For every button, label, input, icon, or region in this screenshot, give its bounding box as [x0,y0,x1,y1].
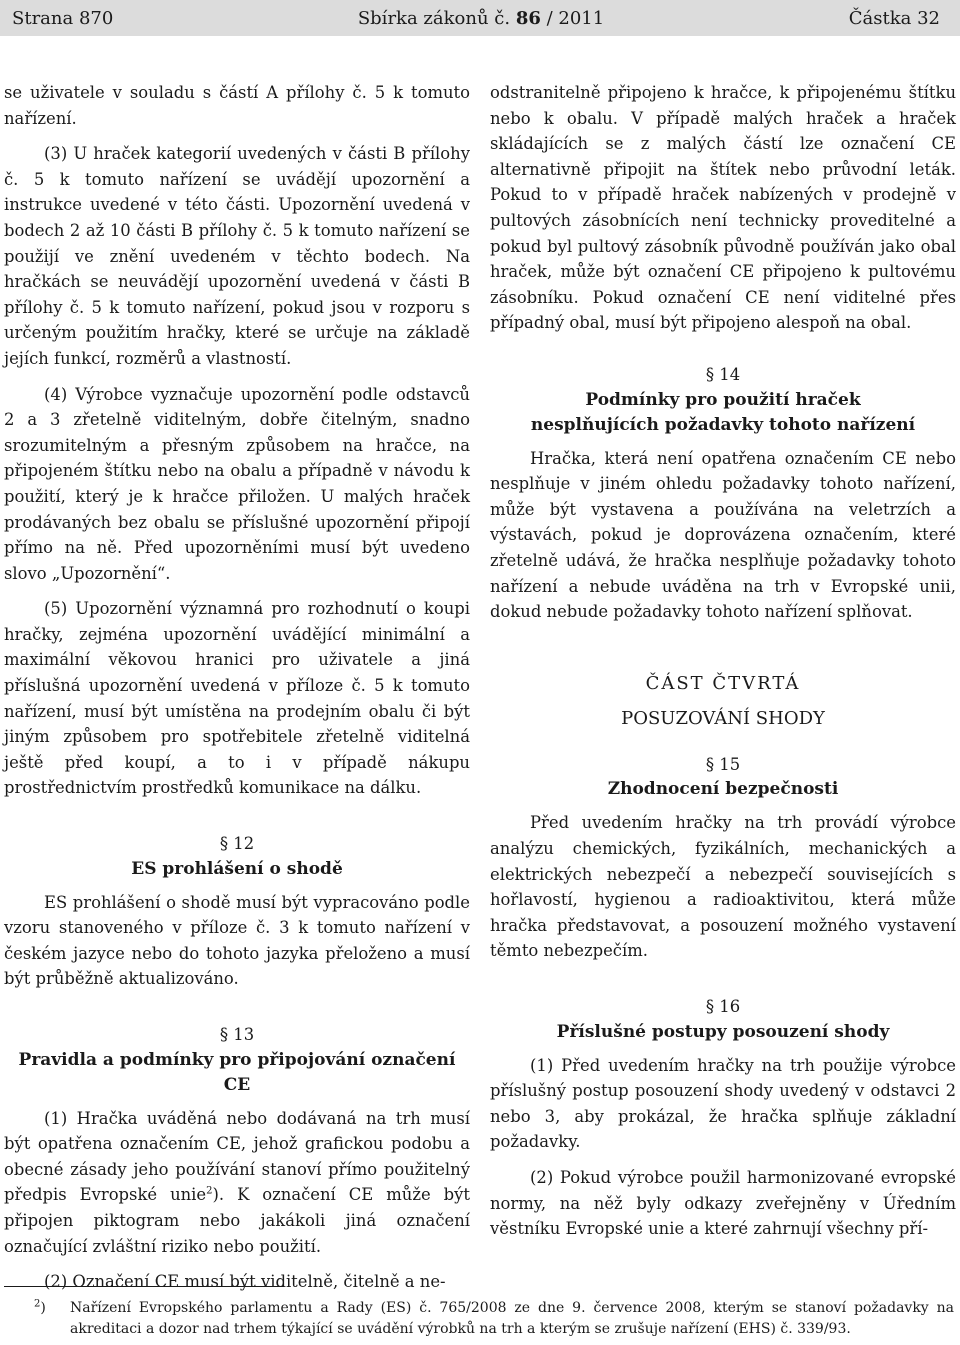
section-14-text: Hračka, která není opatřena označením CE nebo nesplňuje v jiném ohledu požadavky tohoto nařízení, může být vystavena a používána na veletrzích a výstavách, pokud je doprovázena označením, které zřetelně udává, že hračka nesplňuje požadavky tohoto nařízení a nebude uváděna na trh v Evropské unii, dokud nebude požadavky tohoto nařízení splňovat. [490,448,956,622]
section-title: ES prohlášení o shodě [131,858,343,879]
section-number: § 12 [219,834,255,854]
page-number: Strana 870 [12,7,114,29]
footnote-reference: 2 [206,1185,213,1197]
footnote [4,1298,954,1340]
paragraph-5: (5) Upozornění významná pro rozhodnutí o koupi hračky, zejména upozornění uvádějící minimální a maximální věkovou hranici pro uživatele a jiná příslušná upozornění uvedená v příloze č. 5 k tomuto nařízení, musí být umístěna na prodejním obalu či být jiným způsobem pro spotřebitele zřetelně viditelná ještě před koupí, a to i v případě nákupu prostřednictvím prostředků komunikace na dálku. [4,599,470,798]
section-13-paragraph-1: (1) Hračka uváděná nebo dodávaná na trh musí být opatřena označením CE, jehož grafickou podobu a obecné zásady jeho používání stanoví přímo použitelný předpis Evropské unie$^2$). K označení CE může být připojen piktogram nebo jakákoli jiná označení označující zvláštní riziko nebo použití. [4,1108,470,1256]
section-16-paragraph-1: (1) Před uvedením hračky na trh použije výrobce příslušný postup posouzení shody uvedený v odstavci 2 nebo 3, aby prokázal, že hračka splňuje základní požadavky. [490,1055,956,1152]
left-column [4,80,470,1295]
page-header [0,0,960,36]
section-13-heading [4,1022,470,1098]
paragraph-3: (3) U hraček kategorií uvedených v části B přílohy č. 5 k tomuto nařízení se uvádějí upozornění a instrukce uvedené v této části. Upozornění uvedená v bodech 2 až 10 části B přílohy č. 5 k tomuto nařízení se použijí ve znění uvedeném v těchto bodech. Na hračkách se neuvádějí upozornění uvedená v části B přílohy č. 5 k tomuto nařízení, pokud jsou v rozporu s určeným použitím hračky, které se určuje na základě jejích funkcí, rozměrů a vlastností. [4,144,470,368]
collection-number: 86 [515,7,541,29]
section-title: Příslušné postupy posouzení shody [556,1021,890,1042]
paragraph-continued: se uživatele v souladu s částí A přílohy č. 5 k tomuto nařízení. [4,83,470,128]
part-title: POSUZOVÁNÍ SHODY [621,708,825,730]
footnote-mark: $^2$) [34,1298,46,1316]
right-column [490,80,956,1242]
section-16-heading [490,994,956,1045]
section-12-heading [4,831,470,882]
part-number: Částka 32 [848,7,940,29]
section-number: § 16 [705,997,741,1017]
footnote-divider [4,1286,284,1287]
footnote-text: Nařízení Evropského parlamentu a Rady (ES) č. 765/2008 ze dne 9. července 2008, kterým se stanoví požadavky na akreditaci a dozor nad trhem týkající se uvádění výrobků na trh a kterým se zrušuje nařízení (EHS) č. 339/93. [70,1300,954,1337]
section-number: § 14 [705,364,741,384]
section-title: Podmínky pro použití hraček nesplňujících požadavky tohoto nařízení [530,389,916,435]
collection-year: / 2011 [546,7,605,29]
section-title: Pravidla a podmínky pro připojování označení CE [18,1049,456,1095]
section-16-paragraph-2: (2) Pokud výrobce použil harmonizované evropské normy, na něž byly odkazy zveřejněny v Úředním věstníku Evropské unie a které zahrnují všechny pří- [490,1168,956,1239]
paragraph-continued: odstranitelně připojeno k hračce, k připojenému štítku nebo k obalu. V případě malých hraček a hraček skládajících se z malých částí lze označení CE alternativně připojit na štítek nebo průvodní leták. Pokud to v případě hraček nabízených v prodejně v pultových zásobnících není technicky proveditelné a pokud byl pultový zásobník původně používán jako obal hraček, může být označení CE připojeno k pultovému zásobníku. Pokud označení CE není viditelné přes případný obal, musí být připojeno alespoň na obal. [490,83,956,333]
section-title: Zhodnocení bezpečnosti [607,779,839,800]
section-13-paragraph-2: (2) Označení CE musí být viditelně, čitelně a ne- [44,1272,446,1292]
section-15-text: Před uvedením hračky na trh provádí výrobce analýzu chemických, fyzikálních, mechanických a elektrických nebezpečí a nebezpečí souvisejících s hořlavostí, hygienou a radioaktivitou, která může hračka představovat, a posouzení možného vystavení těmto nebezpečím. [490,813,956,961]
part-label: ČÁST ČTVRTÁ [645,672,801,694]
section-14-heading [490,362,956,438]
section-15-heading [490,752,956,803]
collection-title: Sbírka zákonů č. 86 / 2011 [357,7,605,29]
section-12-text: ES prohlášení o shodě musí být vypracováno podle vzoru stanoveného v příloze č. 3 k tomuto nařízení v českém jazyce nebo do tohoto jazyka přeloženo a musí být průběžně aktualizováno. [4,892,470,989]
paragraph-4: (4) Výrobce vyznačuje upozornění podle odstavců 2 a 3 zřetelně viditelným, dobře čitelným, snadno srozumitelným a přesným způsobem na hračce, na připojeném štítku nebo na obalu a případně v návodu k použití, který je k hračce přiložen. U malých hraček prodávaných bez obalu se příslušné upozornění připojí přímo na ně. Před upozorněními musí být uvedeno slovo „Upozornění“. [4,384,470,583]
section-number: § 15 [705,754,741,774]
section-number: § 13 [219,1025,255,1044]
